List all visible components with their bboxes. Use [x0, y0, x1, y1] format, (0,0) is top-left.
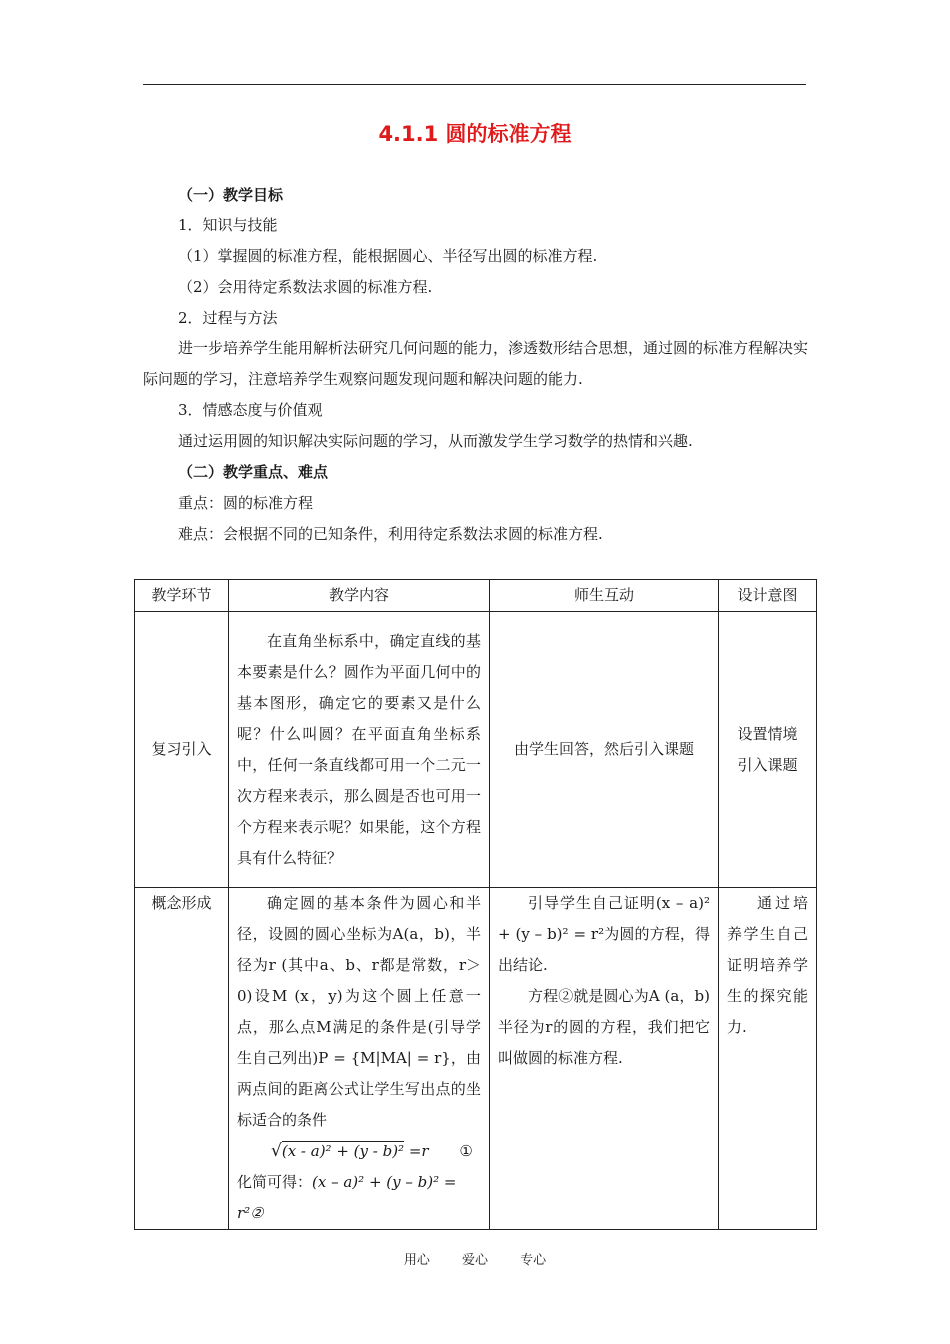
attitude-values-heading: 3．情感态度与价值观	[178, 401, 323, 419]
row-intent-line-1: 设置情境	[737, 724, 798, 743]
knowledge-skills-item-2: （2）会用待定系数法求圆的标准方程.	[178, 278, 433, 296]
lesson-table	[134, 579, 817, 1230]
header-interaction: 师生互动	[490, 580, 719, 612]
row-intent: 通过培养学生自己证明培养学生的探究能力.	[719, 888, 817, 1230]
table-header-row	[135, 580, 817, 612]
process-methods-heading: 2．过程与方法	[178, 309, 278, 327]
header-stage: 教学环节	[135, 580, 229, 612]
formula-number: ①	[459, 1142, 473, 1160]
row-content-text: 确定圆的基本条件为圆心和半径，设圆的圆心坐标为A(a，b)，半径为r (其中a、b、r都是常数，r＞0)设M (x，y)为这个圆上任意一点，那么点M满足的条件是(引导学生自己列出)P = {M|MA| = r}，由两点间的距离公式让学生写出点的坐标适合的条件	[237, 894, 481, 1129]
standard-equation-formula: (x – a)² + (y – b)² = r²②	[237, 1173, 457, 1222]
row-interaction-p2: 方程②就是圆心为A (a，b)半径为r的圆的方程，我们把它叫做圆的标准方程.	[498, 987, 710, 1067]
row-content: 在直角坐标系中，确定直线的基本要素是什么？圆作为平面几何中的基本图形，确定它的要素又是什么呢？什么叫圆？在平面直角坐标系中，任何一条直线都可用一个二元一次方程来表示，那么圆是否也可用一个方程来表示呢？如果能，这个方程具有什么特征？	[229, 612, 490, 888]
page-footer	[0, 1249, 950, 1268]
page-title: 4.1.1 圆的标准方程	[378, 122, 572, 146]
knowledge-skills-heading: 1．知识与技能	[178, 216, 278, 234]
row-interaction	[490, 888, 719, 1230]
sqrt-expression	[271, 1136, 404, 1167]
row-interaction-p1: 引导学生自己证明(x – a)² + (y – b)² = r²为圆的方程，得出结论.	[498, 894, 710, 974]
table-row	[135, 612, 817, 888]
standard-equation	[237, 1167, 481, 1229]
row-content	[229, 888, 490, 1230]
process-methods-text: 进一步培养学生能用解析法研究几何问题的能力，渗透数形结合思想，通过圆的标准方程解决实际问题的学习，注意培养学生观察问题发现问题和解决问题的能力.	[143, 339, 809, 388]
table-row	[135, 888, 817, 1230]
row-intent-line-2: 引入课题	[737, 755, 798, 774]
formula-rhs: =r	[408, 1142, 429, 1160]
row-interaction: 由学生回答，然后引入课题	[490, 612, 719, 888]
objectives-heading: （一）教学目标	[178, 186, 284, 204]
row-stage: 概念形成	[135, 888, 229, 1230]
header-intent: 设计意图	[719, 580, 817, 612]
footer-item: 用心	[403, 1253, 430, 1268]
key-points-heading: （二）教学重点、难点	[178, 463, 329, 481]
footer-item: 爱心	[461, 1253, 488, 1268]
difficulty-text: 难点：会根据不同的已知条件，利用待定系数法求圆的标准方程.	[178, 525, 603, 543]
distance-formula	[237, 1136, 481, 1167]
row-stage: 复习引入	[135, 612, 229, 888]
footer-item: 专心	[520, 1253, 547, 1268]
header-rule	[143, 84, 806, 85]
standard-equation-prefix: 化简可得：	[237, 1173, 313, 1191]
header-content: 教学内容	[229, 580, 490, 612]
knowledge-skills-item-1: （1）掌握圆的标准方程，能根据圆心、半径写出圆的标准方程.	[178, 247, 598, 265]
key-point-text: 重点：圆的标准方程	[178, 494, 314, 512]
row-intent	[719, 612, 817, 888]
sqrt-radicand: (x - a)² + (y - b)²	[281, 1142, 405, 1160]
attitude-values-text: 通过运用圆的知识解决实际问题的学习，从而激发学生学习数学的热情和兴趣.	[178, 432, 693, 450]
sqrt-sign-icon: √	[271, 1141, 282, 1161]
